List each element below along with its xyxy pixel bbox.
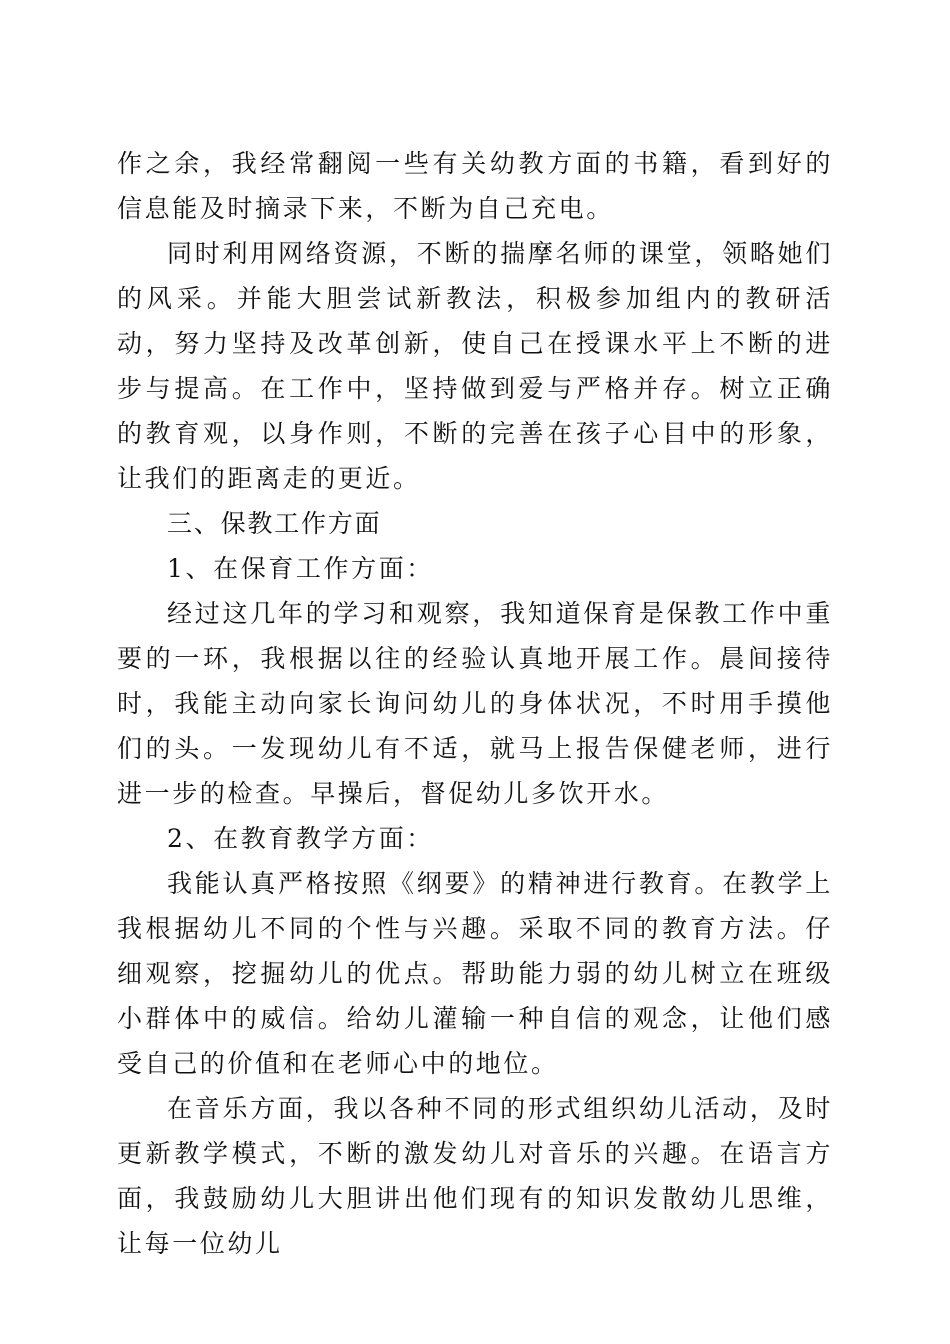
paragraph-teaching-details: 我能认真严格按照《纲要》的精神进行教育。在教学上我根据幼儿不同的个性与兴趣。采取不同的教育方法。仔细观察，挖掘幼儿的优点。帮助能力弱的幼儿树立在班级小群体中的威信。给幼儿灌输一种自信的观念，让他们感受自己的价值和在老师心中的地位。 — [117, 869, 833, 1078]
document-body — [117, 141, 833, 1266]
section-heading-care-education: 三、保教工作方面 — [167, 509, 382, 538]
paragraph-childcare-details: 经过这几年的学习和观察，我知道保育是保教工作中重要的一环，我根据以往的经验认真地开展工作。晨间接待时，我能主动向家长询问幼儿的身体状况，不时用手摸他们的头。一发现幼儿有不适，就马上报告保健老师，进行进一步的检查。早操后，督促幼儿多饮开水。 — [117, 599, 833, 808]
paragraph-continuation: 作之余，我经常翻阅一些有关幼教方面的书籍，看到好的信息能及时摘录下来，不断为自己充电。 — [117, 149, 833, 223]
subheading-childcare-work: 1、在保育工作方面： — [167, 554, 434, 583]
subheading-teaching-work: 2、在教育教学方面： — [167, 824, 434, 853]
paragraph-online-resources: 同时利用网络资源，不断的揣摩名师的课堂，领略她们的风采。并能大胆尝试新教法，积极参加组内的教研活动，努力坚持及改革创新，使自己在授课水平上不断的进步与提高。在工作中，坚持做到爱与严格并存。树立正确的教育观，以身作则，不断的完善在孩子心目中的形象，让我们的距离走的更近。 — [117, 239, 833, 493]
paragraph-music-language: 在音乐方面，我以各种不同的形式组织幼儿活动，及时更新教学模式，不断的激发幼儿对音乐的兴趣。在语言方面，我鼓励幼儿大胆讲出他们现有的知识发散幼儿思维，让每一位幼儿 — [117, 1094, 833, 1258]
